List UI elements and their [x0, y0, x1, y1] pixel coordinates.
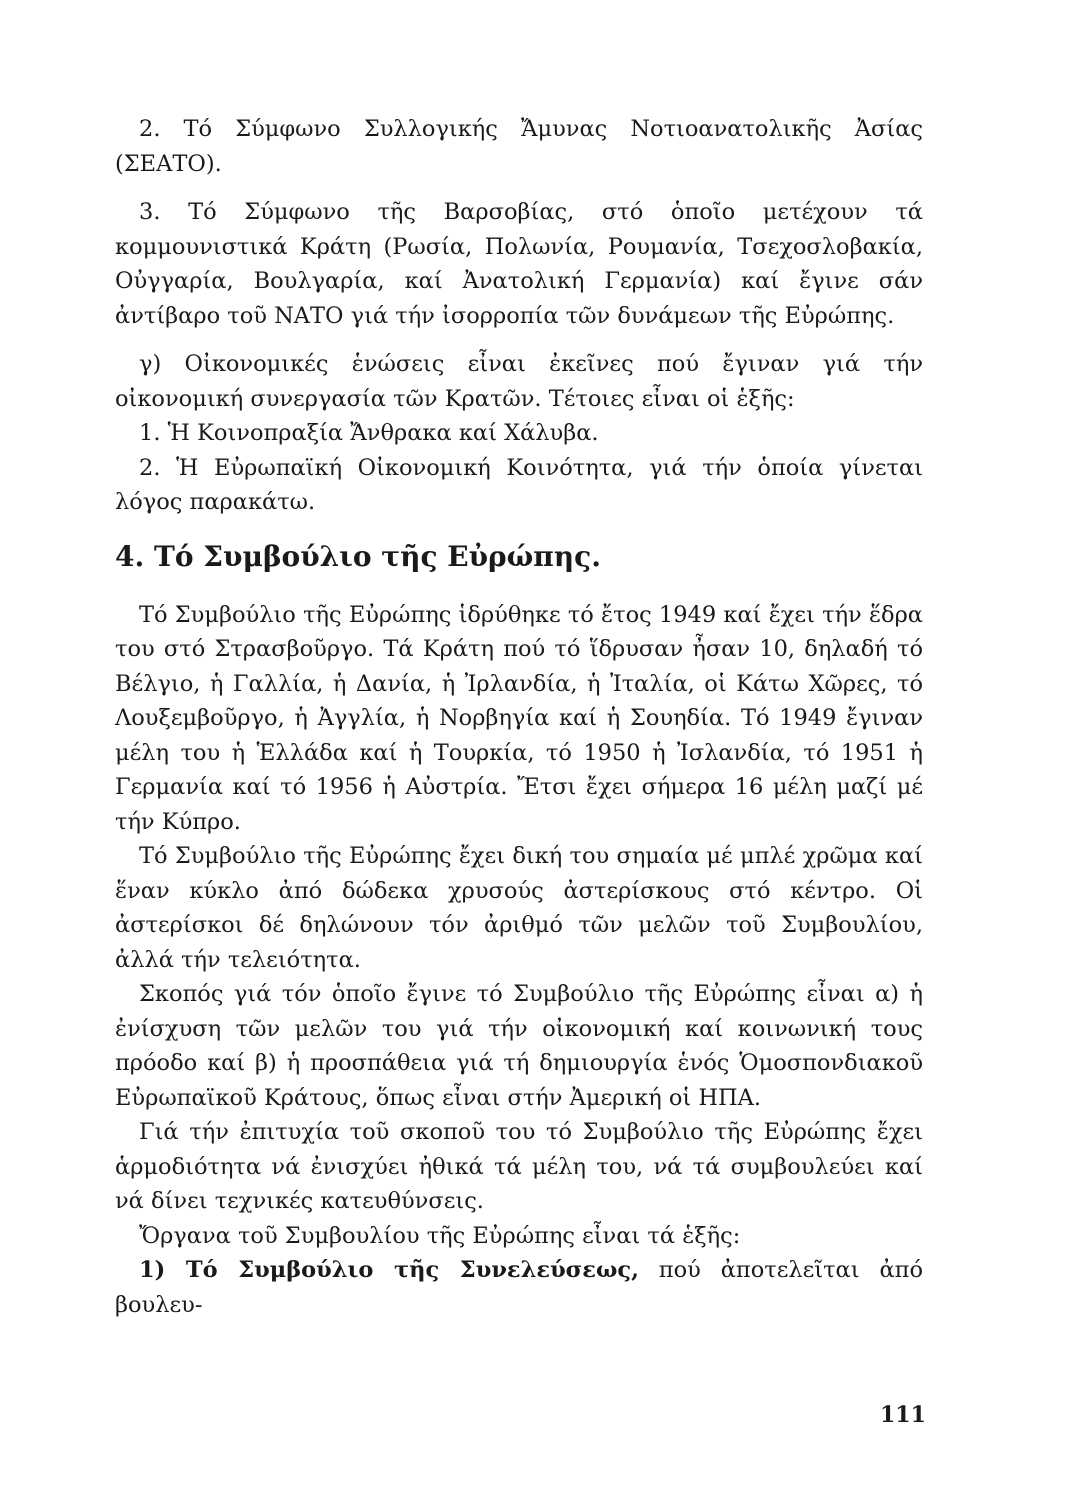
assembly-description: πού ἀποτελεῖται ἀπό βουλευ-	[115, 1257, 923, 1318]
paragraph-competence: Γιά τήν ἐπιτυχία τοῦ σκοποῦ του τό Συμβούλιο τῆς Εὐρώπης ἔχει ἁρμοδιότητα νά ἐνισχύει ἠθικά τά μέλη του, νά τά συμβουλεύει καί νά δίνει τεχνικές κατευθύνσεις.	[115, 1119, 923, 1214]
paragraph-warsaw-pact: 3. Τό Σύμφωνο τῆς Βαρσοβίας, στό ὁποῖο μετέχουν τά κομμουνιστικά Κράτη (Ρωσία, Πολωνία, Ρουμανία, Τσεχοσλοβακία, Οὐγγαρία, Βουλγαρία, καί Ἀνατολική Γερμανία) καί ἔγινε σάν ἀντίβαρο τοῦ ΝΑΤΟ γιά τήν ἰσορροπία τῶν δυνάμεων τῆς Εὐρώπης.	[115, 199, 923, 329]
paragraph-flag: Τό Συμβούλιο τῆς Εὐρώπης ἔχει δική του σημαία μέ μπλέ χρῶμα καί ἕναν κύκλο ἀπό δώδεκα χρυσούς ἀστερίσκους στό κέντρο. Οἱ ἀστερίσκοι δέ δηλώνουν τόν ἀριθμό τῶν μελῶν τοῦ Συμβουλίου, ἀλλά τήν τελειότητα.	[115, 843, 923, 973]
page-number: 111	[880, 1402, 926, 1428]
paragraph-founding: Τό Συμβούλιο τῆς Εὐρώπης ἱδρύθηκε τό ἔτος 1949 καί ἔχει τήν ἕδρα του στό Στρασβοῦργο. Τά Κράτη πού τό ἵδρυσαν ἦσαν 10, δηλαδή τό Βέλγιο, ἡ Γαλλία, ἡ Δανία, ἡ Ἰρλανδία, ἡ Ἰταλία, οἱ Κάτω Χῶρες, τό Λουξεμβοῦργο, ἡ Ἀγγλία, ἡ Νορβηγία καί ἡ Σουηδία. Τό 1949 ἔγιναν μέλη του ἡ Ἑλλάδα καί ἡ Τουρκία, τό 1950 ἡ Ἰσλανδία, τό 1951 ἡ Γερμανία καί τό 1956 ἡ Αὐστρία. Ἔτσι ἔχει σήμερα 16 μέλη μαζί μέ τήν Κύπρο.	[115, 601, 923, 835]
list-item-coal-steel: 1. Ἡ Κοινοπραξία Ἄνθρακα καί Χάλυβα.	[139, 420, 599, 446]
paragraph-purpose: Σκοπός γιά τόν ὁποῖο ἔγινε τό Συμβούλιο τῆς Εὐρώπης εἶναι α) ἡ ἐνίσχυση τῶν μελῶν του γιά τήν οἰκονομική καί κοινωνική τους πρόοδο καί β) ἡ προσπάθεια γιά τή δημιουργία ἑνός Ὁμοσπονδιακοῦ Εὐρωπαϊκοῦ Κράτους, ὅπως εἶναι στήν Ἀμερική οἱ ΗΠΑ.	[115, 981, 923, 1111]
paragraph-organs: Ὄργανα τοῦ Συμβουλίου τῆς Εὐρώπης εἶναι τά ἑξῆς:	[139, 1222, 741, 1249]
assembly-term: 1) Τό Συμβούλιο τῆς Συνελεύσεως,	[139, 1257, 639, 1283]
section-heading: 4. Τό Συμβούλιο τῆς Εὐρώπης.	[115, 539, 601, 573]
paragraph-economic-unions: γ) Οἰκονομικές ἑνώσεις εἶναι ἐκεῖνες πού ἔγιναν γιά τήν οἰκονομική συνεργασία τῶν Κρατῶν. Τέτοιες εἶναι οἱ ἑξῆς:	[115, 351, 923, 412]
list-item-eec: 2. Ἡ Εὐρωπαϊκή Οἰκονομική Κοινότητα, γιά τήν ὁποία γίνεται λόγος παρακάτω.	[115, 454, 923, 515]
paragraph-assembly	[115, 1253, 923, 1322]
page-body	[115, 112, 923, 1322]
paragraph-seato: 2. Τό Σύμφωνο Συλλογικής Ἄμυνας Νοτιοανατολικῆς Ἀσίας (ΣΕΑΤΟ).	[115, 116, 923, 177]
